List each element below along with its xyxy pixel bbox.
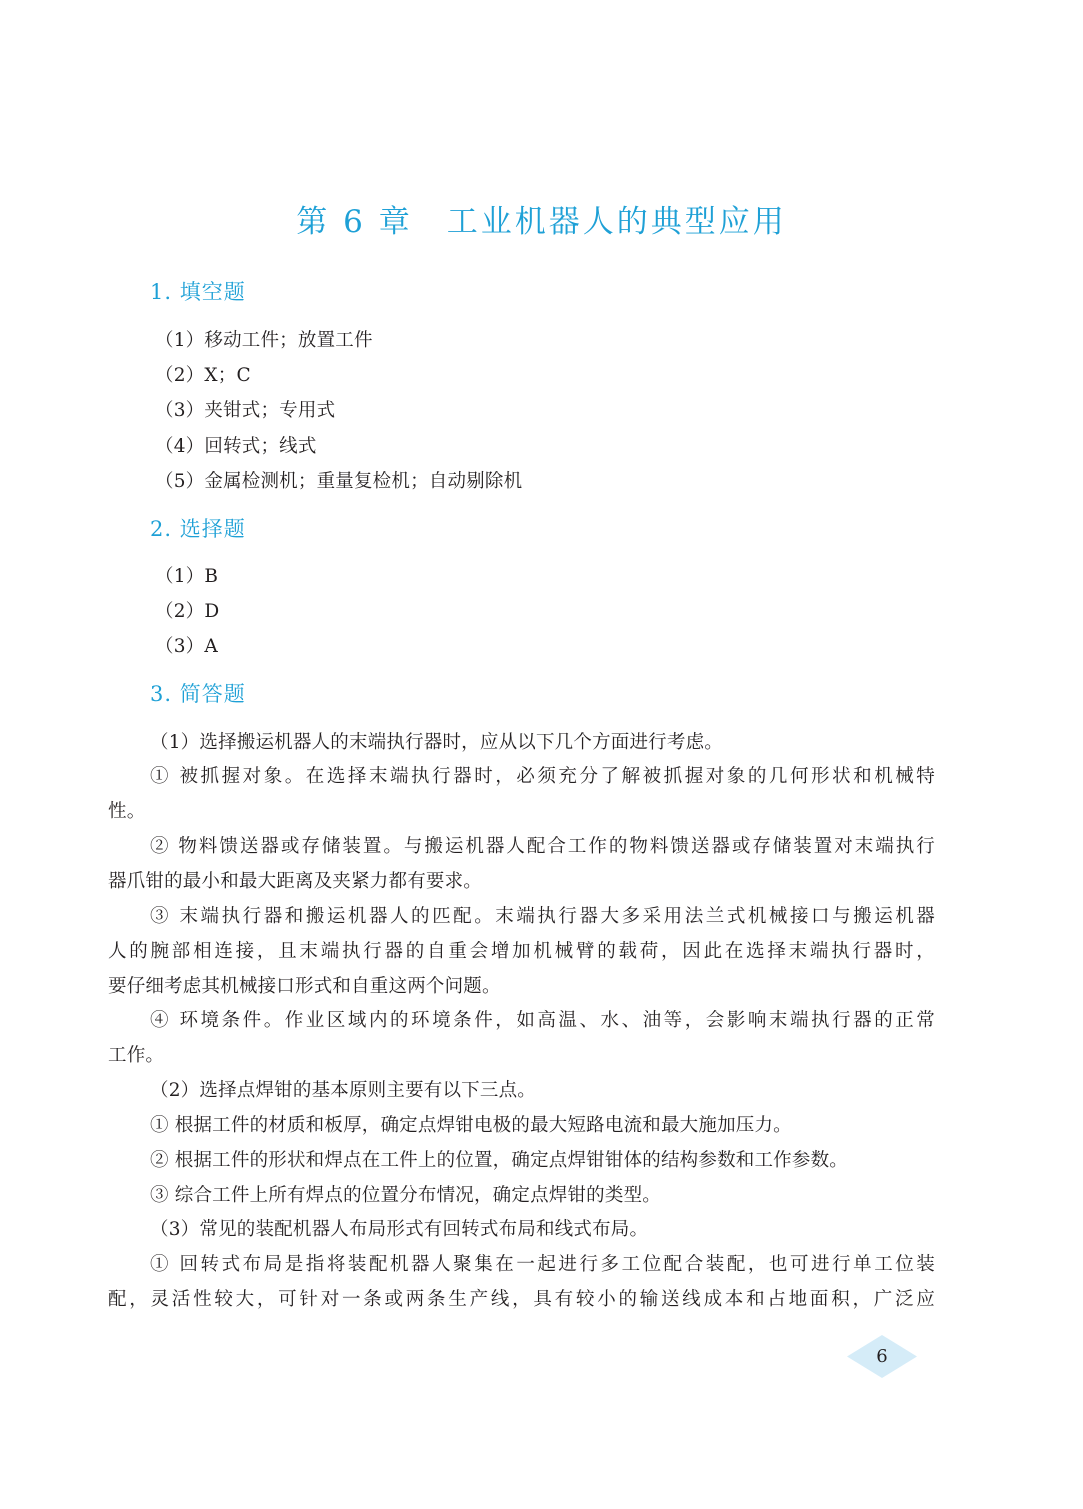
paragraph-line: ① 被抓握对象。在选择末端执行器时，必须充分了解被抓握对象的几何形状和机械特: [150, 766, 935, 787]
answer-item: （4）回转式；线式: [155, 436, 317, 457]
paragraph-line: ② 根据工件的形状和焊点在工件上的位置，确定点焊钳钳体的结构参数和工作参数。: [150, 1150, 848, 1171]
answer-item: （5）金属检测机；重量复检机；自动剔除机: [155, 471, 523, 492]
paragraph-line: 人的腕部相连接，且末端执行器的自重会增加机械臂的载荷，因此在选择末端执行器时，: [108, 941, 935, 962]
paragraph-line: 器爪钳的最小和最大距离及夹紧力都有要求。: [108, 871, 483, 892]
chapter-title: 第 6 章 工业机器人的典型应用: [296, 204, 787, 240]
section-heading-fill-in: 1. 填空题: [150, 280, 246, 304]
page-number-badge: [846, 1334, 918, 1379]
paragraph-line: （1）选择搬运机器人的末端执行器时，应从以下几个方面进行考虑。: [150, 732, 723, 753]
paragraph-line: 配，灵活性较大，可针对一条或两条生产线，具有较小的输送线成本和占地面积，广泛应: [108, 1289, 935, 1310]
answer-item: （2）D: [155, 601, 220, 622]
answer-item: （1）B: [155, 566, 219, 587]
paragraph-line: ② 物料馈送器或存储装置。与搬运机器人配合工作的物料馈送器或存储装置对末端执行: [150, 836, 935, 857]
paragraph-line: ④ 环境条件。作业区域内的环境条件，如高温、水、油等，会影响末端执行器的正常: [150, 1010, 935, 1031]
paragraph-line: 要仔细考虑其机械接口形式和自重这两个问题。: [108, 976, 501, 997]
paragraph-line: （2）选择点焊钳的基本原则主要有以下三点。: [150, 1080, 536, 1101]
answer-item: （1）移动工件；放置工件: [155, 330, 373, 351]
page-number: 6: [876, 1346, 888, 1367]
answer-item: （3）夹钳式；专用式: [155, 400, 336, 421]
paragraph-line: 工作。: [108, 1045, 165, 1066]
paragraph-line: ③ 末端执行器和搬运机器人的匹配。末端执行器大多采用法兰式机械接口与搬运机器: [150, 906, 935, 927]
section-heading-short-answer: 3. 简答题: [150, 682, 246, 706]
paragraph-line: ③ 综合工件上所有焊点的位置分布情况，确定点焊钳的类型。: [150, 1185, 661, 1206]
paragraph-line: 性。: [108, 801, 146, 822]
paragraph-line: ① 根据工件的材质和板厚，确定点焊钳电极的最大短路电流和最大施加压力。: [150, 1115, 792, 1136]
section-heading-multiple-choice: 2. 选择题: [150, 517, 246, 541]
paragraph-line: ① 回转式布局是指将装配机器人聚集在一起进行多工位配合装配，也可进行单工位装: [150, 1254, 935, 1275]
paragraph-line: （3）常见的装配机器人布局形式有回转式布局和线式布局。: [150, 1219, 649, 1240]
answer-item: （3）A: [155, 636, 218, 657]
answer-item: （2）X；C: [155, 365, 251, 386]
